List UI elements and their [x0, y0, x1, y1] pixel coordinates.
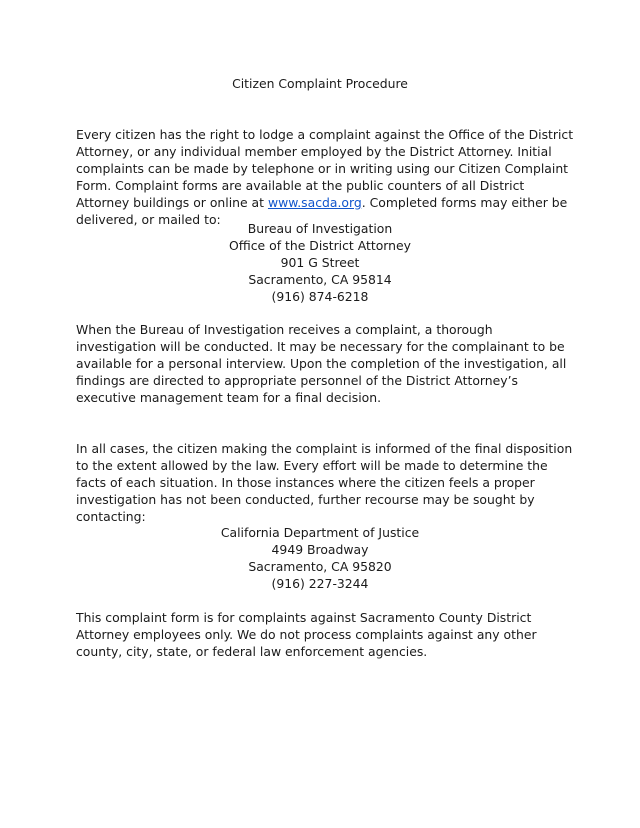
address-line: Bureau of Investigation	[247, 221, 393, 236]
intro-text-end: . Completed forms may either be delivered, or mailed to:	[76, 195, 568, 227]
phone-number: (916) 874-6218	[271, 289, 369, 304]
address-line: 901 G Street	[280, 255, 360, 270]
phone-number: (916) 227-3244	[271, 576, 369, 591]
investigation-paragraph: When the Bureau of Investigation receives a complaint, a thorough investigation will be conducted. It may be necessary for the complainant to be available for a personal interview. Upon the completion of the investigation, all findings are directed to appropriate personnel of the District Attorney’s executive management team for a final decision.	[76, 322, 567, 405]
intro-paragraph	[76, 126, 576, 228]
address-line: California Department of Justice	[220, 525, 420, 540]
disposition-paragraph: In all cases, the citizen making the complaint is informed of the final disposition to the extent allowed by the law. Every effort will be made to determine the facts of each situation. In those instances where the citizen feels a proper investigation has not been conducted, further recourse may be sought by contacting:	[76, 441, 573, 524]
address-line: 4949 Broadway	[271, 542, 369, 557]
address-line: Sacramento, CA 95820	[248, 559, 392, 574]
document-title: Citizen Complaint Procedure	[232, 76, 408, 91]
address-line: Office of the District Attorney	[229, 238, 411, 253]
scope-paragraph: This complaint form is for complaints against Sacramento County District Attorney employees only. We do not process complaints against any other county, city, state, or federal law enforcement agencies.	[76, 610, 537, 659]
doj-address-block	[0, 524, 640, 592]
address-line: Sacramento, CA 95814	[248, 272, 392, 287]
intro-text: Every citizen has the right to lodge a complaint against the Office of the District Attorney, or any individual member employed by the District Attorney. Initial complaints can be made by telephone or in writing using our Citizen Complaint Form. Complaint forms are available at the public counters of all District Attorney buildings or online at	[76, 127, 574, 210]
bureau-address-block	[0, 220, 640, 305]
sacda-link[interactable]: www.sacda.org	[267, 195, 362, 210]
